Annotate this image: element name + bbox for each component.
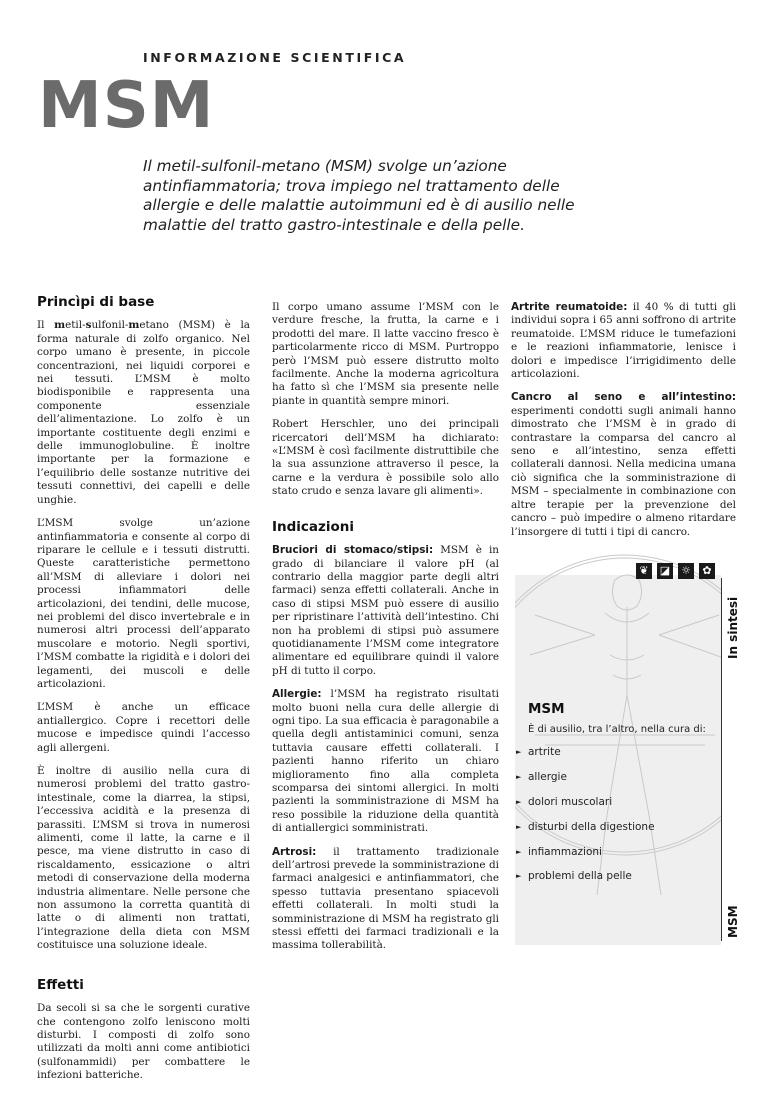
list-item: ► allergie — [516, 771, 567, 784]
glass-icon: ◪ — [657, 563, 673, 579]
heading-indicazioni: Indicazioni — [272, 518, 355, 535]
column-2 — [272, 301, 499, 963]
list-item: ► disturbi della digestione — [516, 820, 655, 833]
paragraph: Il corpo umano assume l’MSM con le verdure fresche, la frutta, la carne e i prodotti del mare. Il latte vaccino fresco è particolarmente ricco di MSM. Purtroppo però l’MSM può essere distrutto molto facilmente. Anche la moderna agricoltura ha fatto sì che l’MSM sia presente nelle piante in quantità sempre minori. — [272, 301, 499, 407]
page-title: MSM — [38, 69, 215, 143]
indication: Bruciori di stomaco/stipsi: MSM è in grado di bilanciare il valore pH (al contrario della maggior parte degli altri farmaci) senza effetti collaterali. Anche in caso di stipsi MSM può essere di ausilio per ripristinare l’attività dell’intestino. Chi non ha problemi di stipsi può assumere quotidianamente l’MSM come integratore alimentare ed equilibrare quindi il valore pH di tutto il corpo. — [272, 544, 499, 677]
leaf-icon: ❦ — [636, 563, 652, 579]
side-label-msm: MSM — [726, 905, 740, 938]
column-1 — [37, 296, 250, 1093]
list-item: ► artrite — [516, 746, 561, 759]
flower-icon: ✿ — [699, 563, 715, 579]
indication: Artrite reumatoide: il 40 % di tutti gli individui sopra i 65 anni soffrono di artrite reumatoide. L’MSM riduce le tumefazioni e le reazioni infiammatorie, lenisce i dolori e impedisce l’irrigidimento delle articolazioni. — [511, 301, 736, 381]
list-item: ► dolori muscolari — [516, 795, 613, 808]
heading-principi: Princìpi di base — [37, 294, 155, 310]
paragraph: È inoltre di ausilio nella cura di numerosi problemi del tratto gastro-intestinale, come la diarrea, la stipsi, l’eccessiva acidità e la presenza di parassiti. L’MSM si trova in numerosi alimenti, come il latte, la carne e il pesce, ma viene distrutto in caso di riscaldamento, essicazione o altri metodi di conservazione della moderna industria alimentare. Nelle persone che non assumono la corretta quantità di latte o di alimenti non trattati, l’integrazione della dieta con MSM costituisce una soluzione ideale. — [37, 765, 250, 952]
paragraph: Da secoli si sa che le sorgenti curative che contengono zolfo leniscono molti disturbi. I composti di zolfo sono utilizzati da molti anni come antibiotici (sulfonammidi) per combattere le infezioni batteriche. — [37, 1002, 250, 1082]
kicker: INFORMAZIONE SCIENTIFICA — [143, 50, 407, 65]
summary-title: MSM — [528, 701, 565, 717]
summary-intro: È di ausilio, tra l’altro, nella cura di: — [528, 724, 706, 735]
side-label-in-sintesi: In sintesi — [726, 596, 740, 659]
indication: Artrosi: il trattamento tradizionale dell’artrosi prevede la somministrazione di farmaci analgesici e antinfiammatori, che spesso tuttavia presentano spiacevoli effetti collaterali. In molti studi la somministrazione di MSM ha registrato gli stessi effetti dei farmaci tradizionali e la massima tollerabilità. — [272, 845, 499, 952]
paragraph: Robert Herschler, uno dei principali ricercatori dell’MSM ha dichiarato: «L’MSM è così facilmente distruttibile che la sua assunzione attraverso il pesce, la carne e la verdura è possibile solo allo stato crudo e senza lavare gli alimenti». — [272, 418, 499, 498]
summary-list — [516, 740, 655, 889]
icon-row — [636, 563, 715, 579]
list-item: ► problemi della pelle — [516, 870, 632, 883]
lead-paragraph: Il metil-sulfonil-metano (MSM) svolge un’azione antinfiammatoria; trova impiego nel trattamento delle allergie e delle malattie autoimmuni ed è di ausilio nelle malattie del tratto gastro-intestinale e della pelle. — [143, 157, 575, 234]
divider — [721, 578, 722, 941]
heading-effetti: Effetti — [37, 976, 84, 993]
indication: Allergie: l’MSM ha registrato risultati molto buoni nella cura delle allergie di ogni tipo. La sua efficacia è paragonabile a quella degli antistaminici comuni, senza tuttavia causare effetti collaterali. I pazienti hanno riferito un chiaro miglioramento fino alla completa scomparsa dei sintomi allergici. In molti pazienti la somministrazione di MSM ha reso possibile la riduzione della quantità di antiallergici somministrati. — [272, 688, 499, 835]
list-item: ► infiammazioni — [516, 845, 602, 858]
indication: Cancro al seno e all’intestino: esperimenti condotti sugli animali hanno dimostrato che l’MSM è in grado di contrastare la comparsa del cancro al seno e all’intestino, senza effetti collaterali dannosi. Nella medicina umana ciò significa che la somministrazione di MSM – specialmente in combinazione con altre terapie per la prevenzione del cancro – può impedire o almeno ritardare l’insorgere di tutti i tipi di cancro. — [511, 391, 736, 538]
paragraph: Il metil-sulfonil-metano (MSM) è la forma naturale di zolfo organico. Nel corpo umano è presente, in piccole concentrazioni, nei liquidi corporei e nei tessuti. L’MSM è molto biodisponibile e rappresenta una componente essenziale dell’alimentazione. Lo zolfo è un importante costituente degli enzimi e delle immunoglobuline. È inoltre importante per la formazione e l’equilibrio delle sostanze nutritive dei tessuti connettivi, dei capelli e delle unghie. — [37, 319, 250, 506]
paragraph: L’MSM è anche un efficace antiallergico. Copre i recettori delle mucose e impedisce quindi l’accesso agli allergeni. — [37, 701, 250, 754]
paragraph: L’MSM svolge un’azione antinfiammatoria e consente al corpo di riparare le cellule e i tessuti distrutti. Queste caratteristiche permettono all’MSM di alleviare i dolori nei processi infiammatori delle articolazioni, dei tendini, delle mucose, nei problemi del disco invertebrale e in numerosi altri processi dell’apparato muscolare e motorio. Negli sportivi, l’MSM combatte la rigidità e i dolori dei legamenti, dei muscoli e delle articolazioni. — [37, 517, 250, 690]
sun-icon: ☼ — [678, 563, 694, 579]
